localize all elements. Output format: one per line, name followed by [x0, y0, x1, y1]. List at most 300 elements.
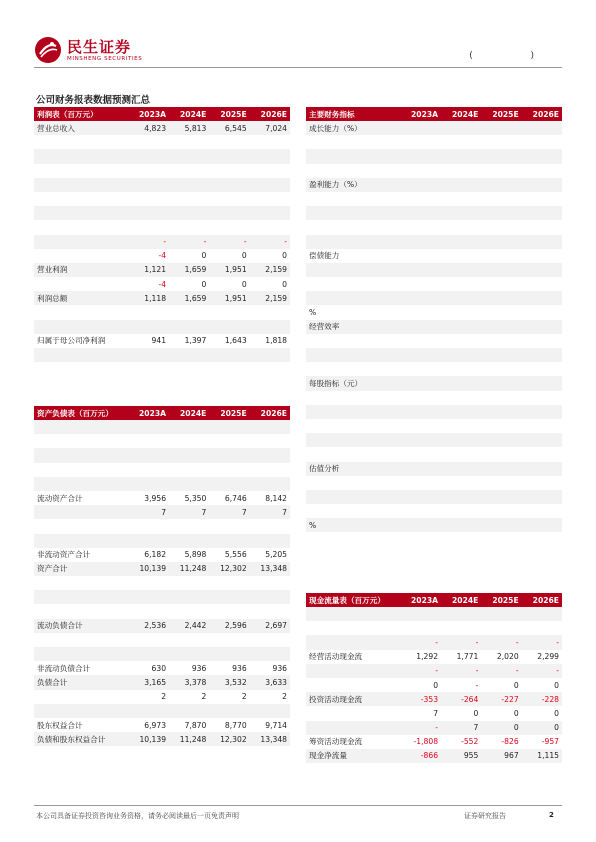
row-value — [129, 604, 169, 618]
row-value — [129, 647, 169, 661]
row-value — [169, 448, 209, 462]
table-row — [306, 504, 562, 518]
row-label — [34, 235, 129, 249]
row-value — [250, 164, 290, 178]
financial-indicators-table — [306, 107, 562, 532]
table-row — [34, 604, 290, 618]
row-label: 流动资产合计 — [37, 493, 83, 503]
row-label — [306, 149, 401, 163]
row-value — [250, 448, 290, 462]
row-value: 7 — [169, 505, 209, 519]
row-value: 0 — [201, 279, 207, 289]
table-row — [306, 735, 562, 749]
row-value — [209, 576, 249, 590]
row-value — [522, 621, 562, 635]
row-value: 5,813 — [169, 121, 209, 135]
row-value — [522, 305, 562, 319]
table-row — [306, 121, 562, 135]
row-label — [34, 704, 129, 718]
row-value — [169, 320, 209, 334]
row-value: 1,643 — [224, 336, 247, 346]
table-row — [34, 348, 290, 362]
row-value — [481, 518, 521, 532]
row-value: -826 — [501, 737, 519, 747]
row-value: 5,556 — [224, 550, 247, 560]
balance-header-cell: 2026E — [250, 406, 290, 420]
row-label — [34, 590, 129, 604]
row-value: 6,973 — [144, 720, 167, 730]
table-row — [34, 534, 290, 548]
row-value: -4 — [158, 251, 167, 261]
row-value: 0 — [282, 279, 287, 289]
row-value — [481, 192, 521, 206]
row-value — [441, 476, 481, 490]
row-value — [481, 320, 521, 334]
indicators-header-cell: 2024E — [441, 107, 481, 121]
row-value — [481, 419, 521, 433]
cashflow-header-cell: 2025E — [481, 593, 521, 607]
row-value: 1,951 — [209, 291, 249, 305]
row-value: 0 — [522, 721, 562, 735]
table-row — [306, 419, 562, 433]
row-label — [34, 434, 129, 448]
table-row — [34, 178, 290, 192]
row-value — [522, 206, 562, 220]
row-value: 7,870 — [184, 720, 207, 730]
table-row — [34, 491, 290, 505]
table-row — [34, 463, 290, 477]
row-label: % — [306, 518, 401, 532]
table-row — [306, 664, 562, 678]
row-label — [306, 220, 401, 234]
row-label — [306, 504, 401, 518]
row-value — [129, 463, 169, 477]
row-value — [169, 534, 209, 548]
row-value — [522, 149, 562, 163]
row-label — [34, 420, 129, 434]
row-value — [209, 178, 249, 192]
table-row — [34, 704, 290, 718]
table-row — [306, 220, 562, 234]
row-label — [34, 505, 129, 519]
row-value — [129, 434, 169, 448]
row-value — [481, 220, 521, 234]
row-value: 936 — [191, 663, 207, 673]
row-value — [522, 376, 562, 390]
row-value: 1,818 — [265, 336, 287, 346]
row-value — [169, 149, 209, 163]
row-value: 936 — [272, 663, 287, 673]
row-value — [481, 490, 521, 504]
row-value — [250, 477, 290, 491]
row-value — [129, 192, 169, 206]
table-row — [34, 732, 290, 746]
row-label: 负债合计 — [34, 675, 129, 689]
table-row — [34, 192, 290, 206]
row-value — [209, 477, 249, 491]
row-value — [209, 164, 249, 178]
row-value: 8,770 — [224, 720, 247, 730]
table-row — [34, 164, 290, 178]
row-label: 经营活动现金流 — [309, 652, 363, 662]
row-value — [250, 633, 290, 647]
row-value: 955 — [441, 749, 481, 763]
row-value: 2,299 — [537, 652, 559, 662]
row-value — [401, 376, 441, 390]
row-value — [401, 135, 441, 149]
row-value: 2,536 — [129, 619, 169, 633]
row-label: 盈利能力（%） — [306, 178, 401, 192]
row-value — [129, 633, 169, 647]
row-value — [441, 348, 481, 362]
row-value — [481, 164, 521, 178]
table-row — [306, 607, 562, 621]
row-label: 经营效率 — [306, 320, 401, 334]
row-value — [129, 348, 169, 362]
brand-logo — [34, 36, 142, 64]
row-label — [306, 235, 401, 249]
row-value — [250, 519, 290, 533]
row-value — [481, 206, 521, 220]
row-value — [250, 206, 290, 220]
row-value — [522, 348, 562, 362]
row-value: 0 — [554, 680, 559, 690]
row-label — [306, 607, 401, 621]
row-label — [34, 647, 129, 661]
row-value: 941 — [151, 336, 167, 346]
row-value: 6,545 — [209, 121, 249, 135]
row-label: 流动负债合计 — [34, 619, 129, 633]
row-label — [306, 447, 401, 461]
table-row — [34, 576, 290, 590]
row-value — [441, 164, 481, 178]
row-value — [522, 249, 562, 263]
row-value — [481, 277, 521, 291]
row-value: 7,024 — [250, 121, 290, 135]
row-value: 1,115 — [522, 749, 562, 763]
row-label: 归属于母公司净利润 — [37, 336, 106, 346]
row-value: - — [250, 235, 290, 249]
row-value — [401, 178, 441, 192]
row-value — [441, 305, 481, 319]
row-label — [306, 192, 401, 206]
row-value: 2,596 — [209, 619, 249, 633]
row-value — [129, 178, 169, 192]
row-label — [306, 135, 401, 149]
row-label — [34, 149, 129, 163]
row-value — [522, 192, 562, 206]
row-value — [169, 463, 209, 477]
cashflow-header-cell: 2023A — [401, 593, 441, 607]
row-value: 13,348 — [250, 732, 290, 746]
table-row — [306, 706, 562, 720]
row-label — [34, 135, 129, 149]
row-value — [129, 590, 169, 604]
row-value — [401, 149, 441, 163]
row-value — [522, 504, 562, 518]
table-row — [34, 277, 290, 291]
row-label: % — [309, 308, 317, 318]
row-value: 4,823 — [129, 121, 169, 135]
table-row — [306, 348, 562, 362]
row-value — [250, 604, 290, 618]
row-value — [209, 434, 249, 448]
row-value — [522, 476, 562, 490]
row-value — [250, 420, 290, 434]
row-value — [401, 235, 441, 249]
row-value — [441, 121, 481, 135]
row-value: - — [401, 664, 441, 678]
row-value — [441, 462, 481, 476]
row-label: 利润总额 — [34, 291, 129, 305]
row-value — [169, 576, 209, 590]
row-value — [250, 348, 290, 362]
row-value — [481, 348, 521, 362]
table-row — [306, 490, 562, 504]
row-value: 5,898 — [184, 550, 207, 560]
indicators-header-cell: 2025E — [481, 107, 521, 121]
table-row — [306, 334, 562, 348]
row-value: 5,205 — [265, 550, 287, 560]
table-row — [34, 647, 290, 661]
row-value: - — [481, 664, 521, 678]
row-value: 2,442 — [169, 619, 209, 633]
table-row — [306, 305, 562, 319]
row-label — [306, 334, 401, 348]
row-label — [34, 178, 129, 192]
row-value: 0 — [241, 279, 247, 289]
row-value: 0 — [282, 251, 287, 261]
row-value — [441, 249, 481, 263]
row-label — [306, 263, 401, 277]
table-row — [306, 320, 562, 334]
row-value — [129, 320, 169, 334]
footer-divider — [34, 805, 562, 806]
row-value — [481, 405, 521, 419]
logo-en-text: MINSHENG SECURITIES — [67, 55, 143, 62]
row-value — [481, 376, 521, 390]
row-value — [441, 607, 481, 621]
row-value — [441, 206, 481, 220]
row-label — [34, 249, 129, 263]
row-value — [169, 135, 209, 149]
row-label: 营业利润 — [34, 263, 129, 277]
row-value: 7 — [129, 505, 169, 519]
row-value — [522, 490, 562, 504]
indicators-header-cell: 主要财务指标 — [306, 107, 401, 121]
row-value — [250, 647, 290, 661]
table-row — [306, 149, 562, 163]
row-value — [522, 462, 562, 476]
row-value — [441, 405, 481, 419]
row-value — [129, 220, 169, 234]
row-value — [129, 135, 169, 149]
row-value — [522, 334, 562, 348]
table-row — [34, 718, 290, 732]
row-value: -866 — [401, 749, 441, 763]
row-label — [34, 690, 129, 704]
row-value — [129, 477, 169, 491]
row-value — [401, 263, 441, 277]
row-value — [169, 348, 209, 362]
row-label — [306, 405, 401, 419]
cashflow-header-cell: 现金流量表（百万元） — [306, 593, 401, 607]
row-value — [441, 178, 481, 192]
row-value — [129, 164, 169, 178]
income-statement-table — [34, 107, 290, 362]
balance-header-row — [34, 406, 290, 420]
row-label: 筹资活动现金流 — [309, 737, 363, 747]
indicators-header-cell: 2023A — [401, 107, 441, 121]
table-row — [34, 633, 290, 647]
row-value — [441, 433, 481, 447]
row-label — [34, 576, 129, 590]
row-value — [481, 391, 521, 405]
row-value — [169, 633, 209, 647]
row-value: 0 — [481, 721, 521, 735]
row-value — [129, 534, 169, 548]
cash-flow-table — [306, 593, 562, 763]
row-value — [169, 206, 209, 220]
balance-header-cell: 2023A — [129, 406, 169, 420]
table-row — [306, 362, 562, 376]
row-value — [441, 235, 481, 249]
row-value — [522, 277, 562, 291]
row-value: -227 — [481, 692, 521, 706]
row-value: -957 — [541, 737, 559, 747]
row-value — [481, 121, 521, 135]
row-value — [401, 433, 441, 447]
row-label — [34, 206, 129, 220]
row-value — [250, 320, 290, 334]
row-value — [401, 362, 441, 376]
row-label — [306, 621, 401, 635]
income-header-cell: 2026E — [250, 107, 290, 121]
row-label — [34, 519, 129, 533]
row-value: 12,302 — [209, 562, 249, 576]
row-value: 2,159 — [250, 263, 290, 277]
footer-disclaimer: 本公司具备证券投资咨询业务资格，请务必阅读最后一页免责声明 — [36, 812, 239, 820]
row-value — [522, 433, 562, 447]
row-value: - — [129, 235, 169, 249]
row-value — [401, 504, 441, 518]
table-row — [34, 562, 290, 576]
row-value: 0 — [473, 708, 479, 718]
row-value — [401, 490, 441, 504]
row-label — [306, 206, 401, 220]
row-value — [401, 447, 441, 461]
row-value: 0 — [513, 680, 519, 690]
row-value — [209, 463, 249, 477]
row-value: 1,118 — [129, 291, 169, 305]
table-row — [34, 420, 290, 434]
row-label: 现金净流量 — [306, 749, 401, 763]
row-value — [481, 305, 521, 319]
row-label: 每股指标（元） — [306, 376, 401, 390]
row-value — [401, 121, 441, 135]
row-value: 8,142 — [265, 493, 287, 503]
row-value — [441, 334, 481, 348]
row-value — [481, 607, 521, 621]
table-row — [306, 135, 562, 149]
row-label: 负债和股东权益合计 — [34, 732, 129, 746]
table-row — [306, 692, 562, 706]
row-value — [169, 590, 209, 604]
table-row — [34, 235, 290, 249]
row-value: - — [441, 635, 481, 649]
row-value — [441, 149, 481, 163]
row-value — [481, 149, 521, 163]
row-value — [129, 704, 169, 718]
minsheng-logo-icon — [34, 36, 62, 64]
row-value: -552 — [461, 737, 479, 747]
row-value — [522, 447, 562, 461]
row-label — [34, 534, 129, 548]
row-value — [401, 305, 441, 319]
row-value — [129, 420, 169, 434]
row-label — [306, 391, 401, 405]
row-label — [34, 477, 129, 491]
row-value — [169, 519, 209, 533]
row-value: 1,659 — [169, 291, 209, 305]
row-value — [209, 305, 249, 319]
row-label — [306, 348, 401, 362]
row-value — [209, 149, 249, 163]
balance-header-cell: 资产负债表（百万元） — [34, 406, 129, 420]
row-value: -353 — [401, 692, 441, 706]
row-value — [522, 235, 562, 249]
row-value: -228 — [522, 692, 562, 706]
row-label: 非流动负债合计 — [37, 663, 91, 673]
table-row — [306, 235, 562, 249]
row-value: 6,746 — [224, 493, 247, 503]
row-value — [209, 192, 249, 206]
row-value: 3,378 — [169, 675, 209, 689]
row-label: 营业总收入 — [34, 121, 129, 135]
table-row — [306, 518, 562, 532]
row-value: 11,248 — [169, 732, 209, 746]
row-value — [250, 305, 290, 319]
table-row — [306, 178, 562, 192]
row-value — [441, 391, 481, 405]
table-row — [34, 135, 290, 149]
row-value — [129, 206, 169, 220]
row-value: 12,302 — [209, 732, 249, 746]
row-value — [250, 149, 290, 163]
row-value: 0 — [433, 680, 439, 690]
row-label — [306, 490, 401, 504]
row-value: 7 — [441, 721, 481, 735]
table-row — [306, 263, 562, 277]
row-value — [129, 305, 169, 319]
row-value — [481, 135, 521, 149]
row-value — [441, 504, 481, 518]
row-value — [401, 419, 441, 433]
table-row — [34, 448, 290, 462]
row-label — [306, 277, 401, 291]
row-value: 10,139 — [129, 562, 169, 576]
row-value — [169, 164, 209, 178]
row-value — [481, 263, 521, 277]
cashflow-header-cell: 2024E — [441, 593, 481, 607]
row-value — [129, 448, 169, 462]
row-value — [169, 220, 209, 234]
row-value — [250, 534, 290, 548]
income-header-row — [34, 107, 290, 121]
row-value: - — [475, 680, 479, 690]
row-value — [209, 220, 249, 234]
row-value — [209, 135, 249, 149]
